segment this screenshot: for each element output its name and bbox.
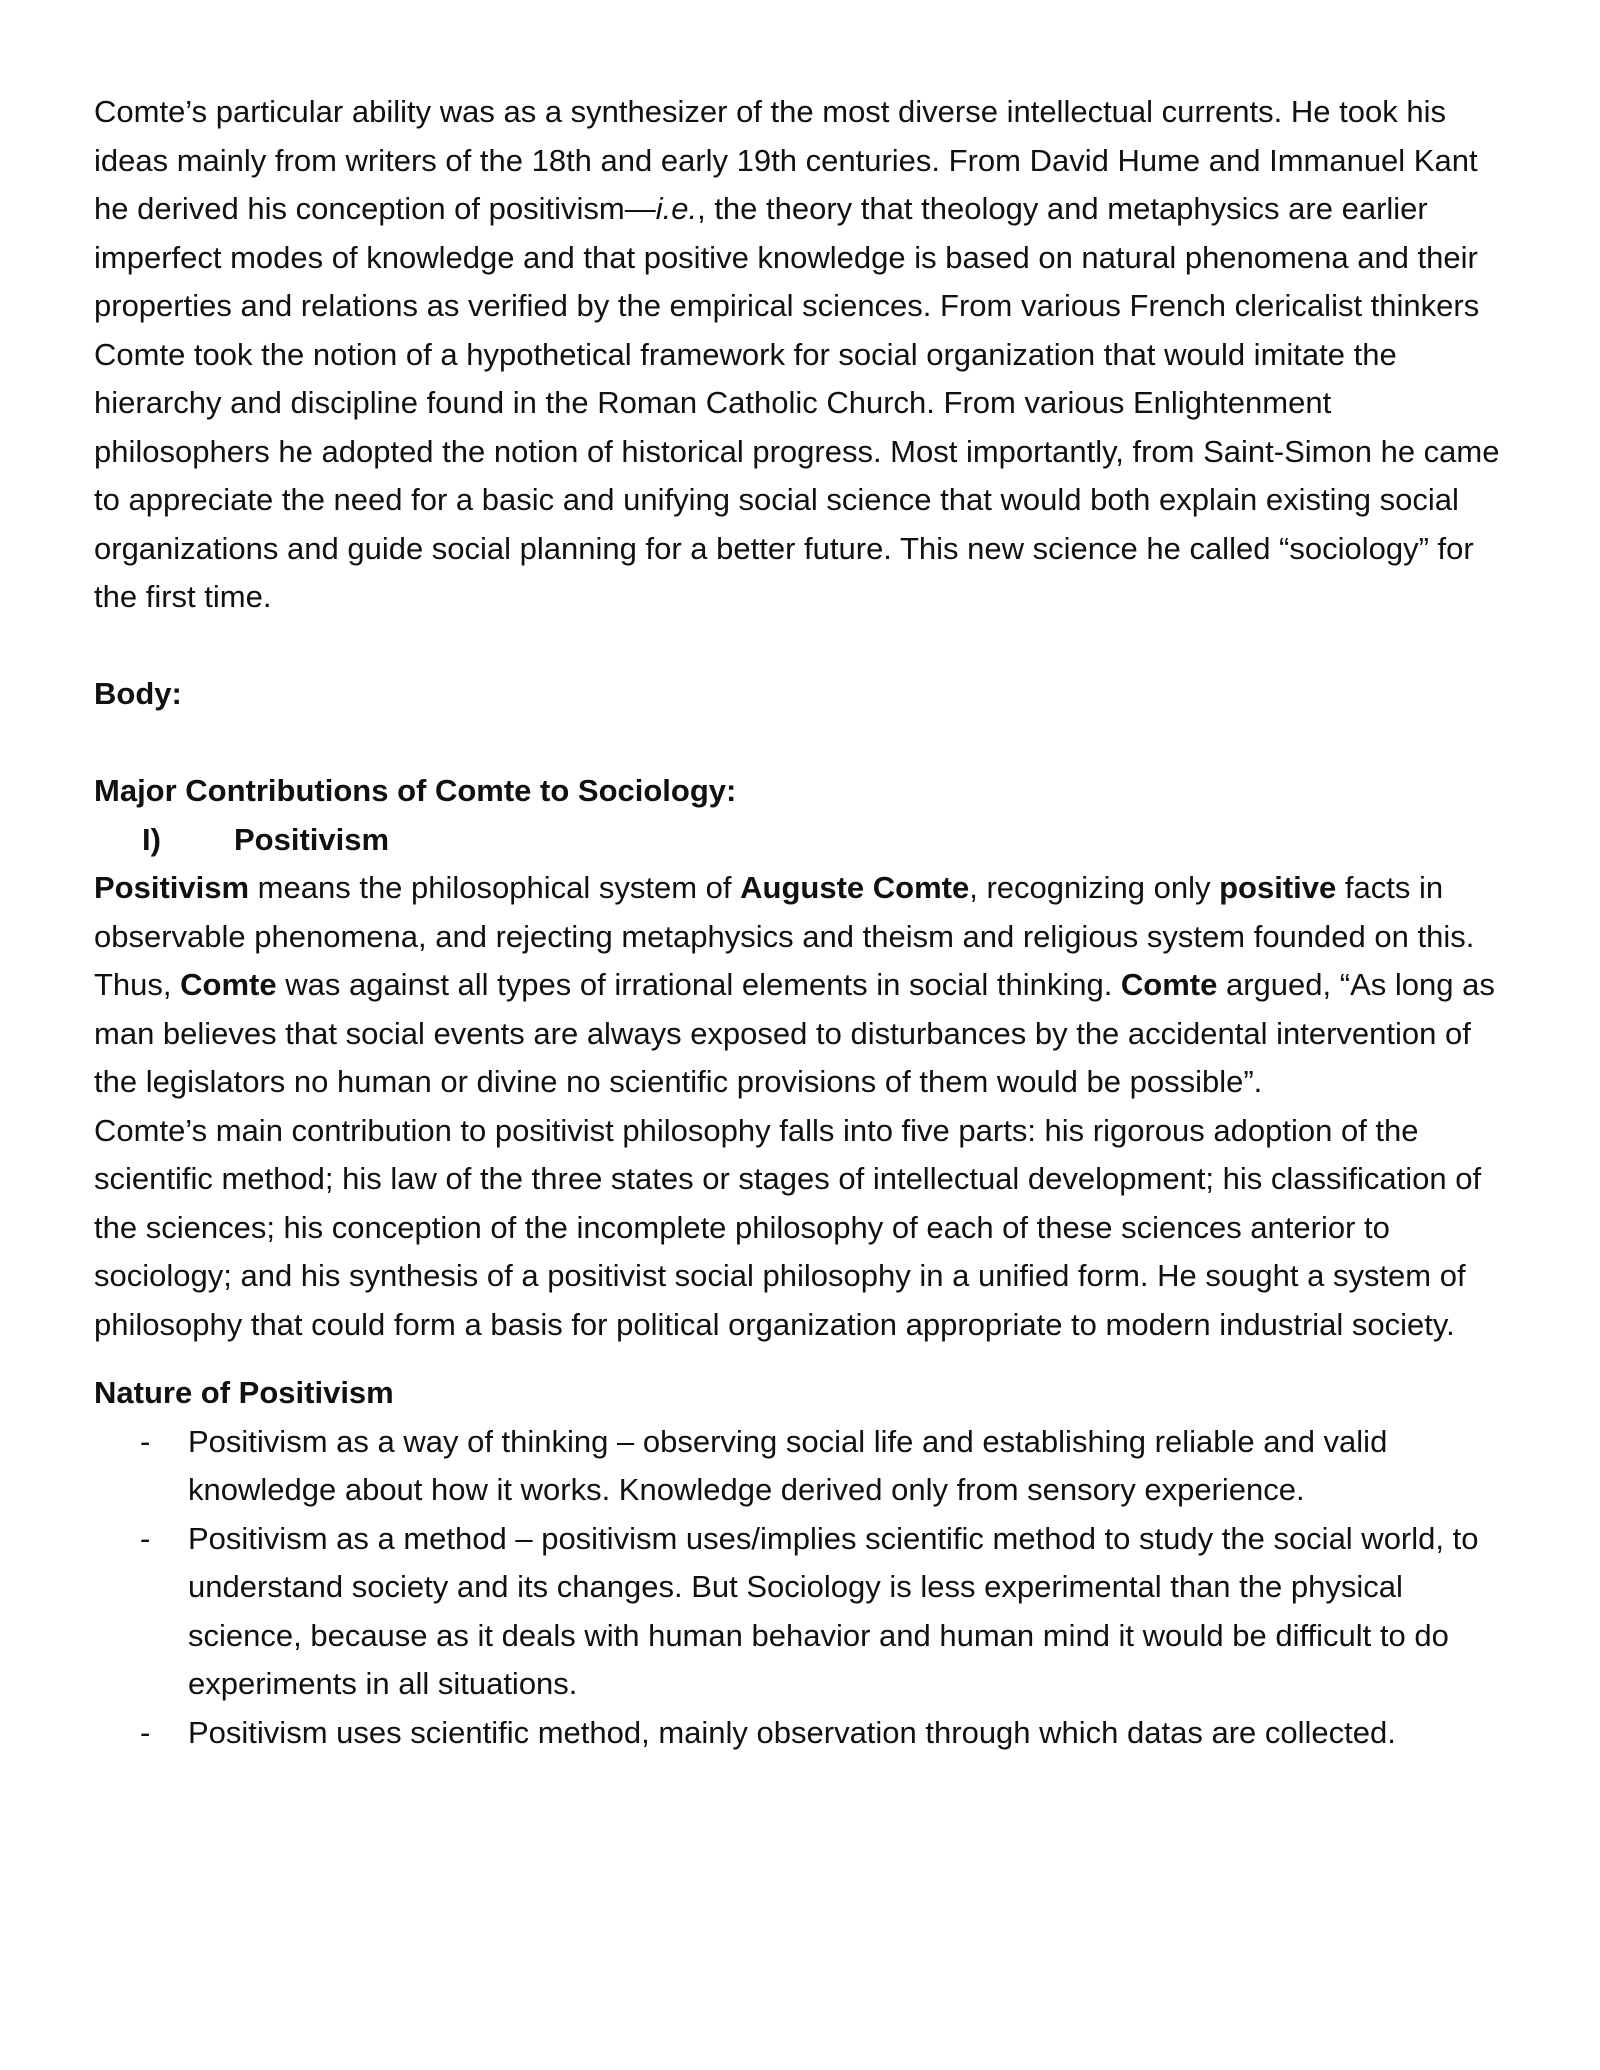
list-item: - Positivism as a way of thinking – observing social life and establishing reliable and valid knowledge about how it works. Knowledge derived only from sensory experience. bbox=[94, 1418, 1514, 1515]
nature-heading: Nature of Positivism bbox=[94, 1375, 394, 1410]
contribution-paragraph: Comte’s main contribution to positivist philosophy falls into five parts: his rigorous adoption of the scientific method; his law of the three states or stages of intellectual development; his classification of the sciences; his conception of the incomplete philosophy of each of these sciences anterior to sociology; and his synthesis of a positivist social philosophy in a unified form. He sought a system of philosophy that could form a basis for political organization appropriate to modern industrial society. bbox=[94, 1112, 1482, 1342]
dash-bullet: - bbox=[140, 1714, 151, 1750]
ie-italic: i.e. bbox=[655, 191, 698, 226]
body-heading: Body: bbox=[94, 676, 182, 711]
dash-bullet: - bbox=[140, 1423, 151, 1459]
list-item: - Positivism as a method – positivism uses/implies scientific method to study the social world, to understand society and its changes. But Sociology is less experimental than the physical science, because as it deals with human behavior and human mind it would be difficult to do experiments in all situations. bbox=[94, 1515, 1514, 1709]
list-item: - Positivism uses scientific method, mainly observation through which datas are collected. bbox=[94, 1709, 1514, 1758]
section-number: I) bbox=[142, 821, 161, 857]
dash-bullet: - bbox=[140, 1520, 151, 1556]
document-page bbox=[94, 88, 1514, 1757]
intro-paragraph: Comte’s particular ability was as a synthesizer of the most diverse intellectual currents. He took his ideas mainly from writers of the 18th and early 19th centuries. From David Hume and Immanuel Kant he derived his conception of positivism—i.e., the theory that theology and metaphysics are earlier imperfect modes of knowledge and that positive knowledge is based on natural phenomena and their properties and relations as verified by the empirical sciences. From various French clericalist thinkers Comte took the notion of a hypothetical framework for social organization that would imitate the hierarchy and discipline found in the Roman Catholic Church. From various Enlightenment philosophers he adopted the notion of historical progress. Most importantly, from Saint-Simon he came to appreciate the need for a basic and unifying social science that would both explain existing social organizations and guide social planning for a better future. This new science he called “sociology” for the first time. bbox=[94, 94, 1500, 614]
positivism-paragraph: Positivism means the philosophical system of Auguste Comte, recognizing only positive facts in observable phenomena, and rejecting metaphysics and theism and religious system founded on this. Thus, Comte was against all types of irrational elements in social thinking. Comte argued, “As long as man believes that social events are always exposed to disturbances by the accidental intervention of the legislators no human or divine no scientific provisions of them would be possible”. bbox=[94, 870, 1495, 1099]
nature-list bbox=[94, 1418, 1514, 1758]
section-title: Positivism bbox=[234, 821, 390, 857]
section-heading-positivism bbox=[94, 816, 1514, 865]
contributions-heading: Major Contributions of Comte to Sociology: bbox=[94, 773, 737, 808]
